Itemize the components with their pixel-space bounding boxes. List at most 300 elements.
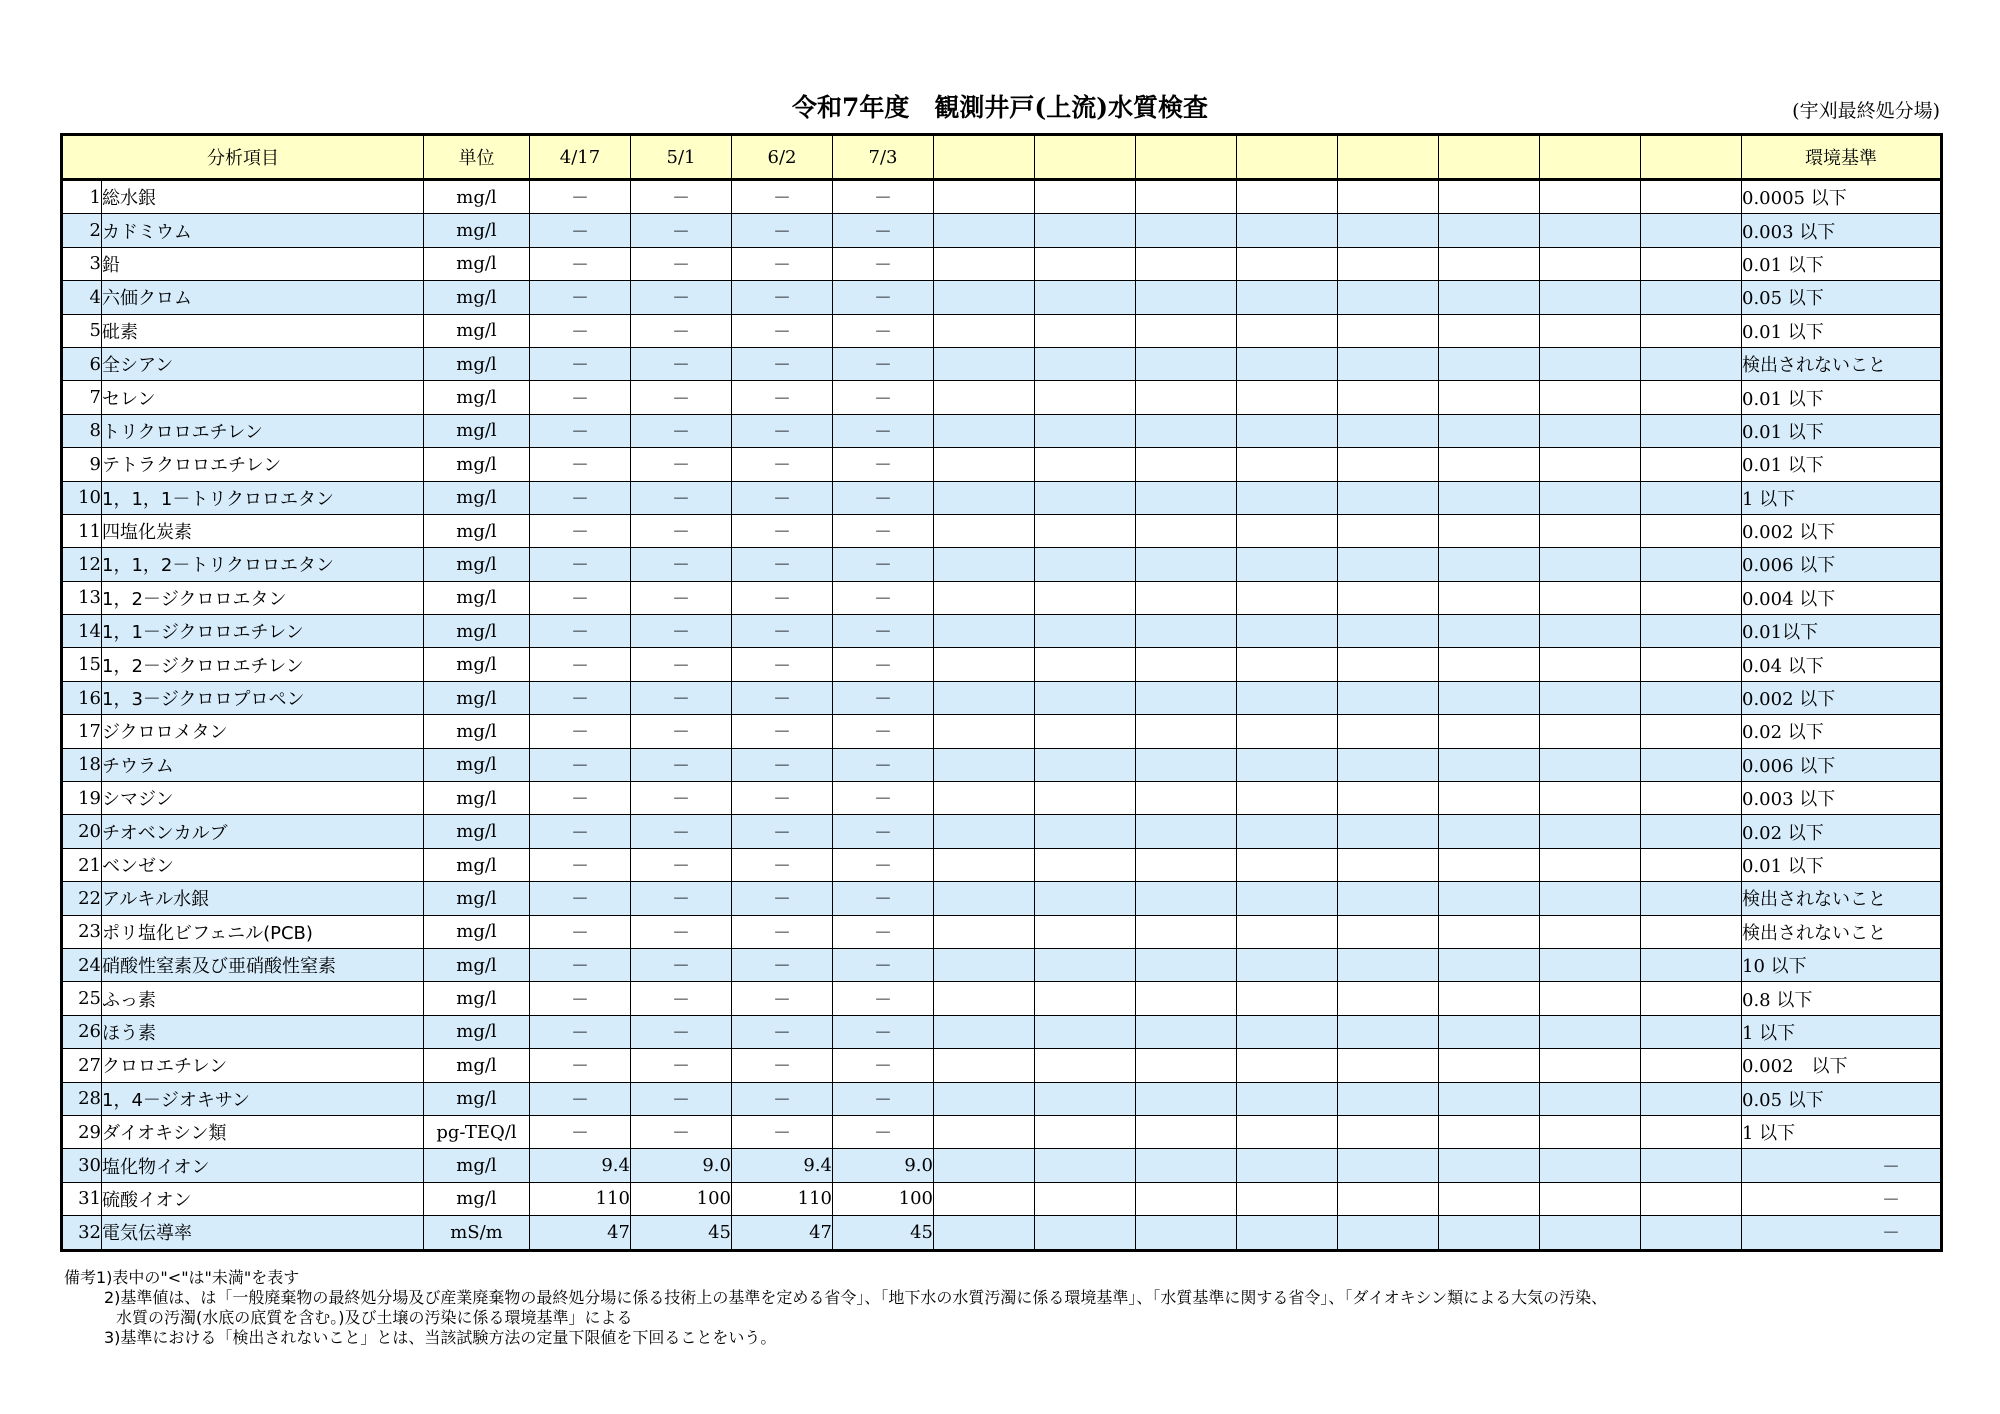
empty-cell [1035, 1115, 1136, 1148]
row-number: 19 [62, 782, 102, 815]
empty-cell [1035, 1082, 1136, 1115]
empty-cell [1641, 815, 1742, 848]
empty-cell [934, 681, 1035, 714]
empty-cell [1641, 1015, 1742, 1048]
table-row [62, 715, 1942, 748]
item-name: ベンゼン [102, 848, 424, 881]
value-cell: － [732, 915, 833, 948]
empty-cell [1540, 481, 1641, 514]
value-cell: － [732, 681, 833, 714]
row-number: 21 [62, 848, 102, 881]
standard-cell: 0.006 以下 [1742, 748, 1942, 781]
row-number: 15 [62, 648, 102, 681]
empty-cell [1641, 648, 1742, 681]
standard-cell: 1 以下 [1742, 1115, 1942, 1148]
value-cell: － [530, 948, 631, 981]
value-cell: 45 [833, 1216, 934, 1250]
unit-cell: mg/l [424, 882, 530, 915]
value-cell: 47 [530, 1216, 631, 1250]
standard-cell: 0.05 以下 [1742, 281, 1942, 314]
value-cell: － [732, 982, 833, 1015]
value-cell: － [732, 1082, 833, 1115]
empty-cell [1439, 648, 1540, 681]
empty-cell [1338, 681, 1439, 714]
unit-cell: mg/l [424, 1015, 530, 1048]
empty-cell [1540, 514, 1641, 547]
empty-cell [1439, 1149, 1540, 1182]
empty-cell [1338, 180, 1439, 214]
unit-cell: mg/l [424, 481, 530, 514]
row-number: 17 [62, 715, 102, 748]
empty-cell [1540, 314, 1641, 347]
empty-cell [934, 648, 1035, 681]
empty-cell [1439, 347, 1540, 380]
value-cell: － [833, 214, 934, 247]
table-row [62, 581, 1942, 614]
unit-cell: mg/l [424, 782, 530, 815]
value-cell: － [530, 381, 631, 414]
empty-cell [1237, 615, 1338, 648]
empty-cell [1035, 915, 1136, 948]
empty-cell [1035, 448, 1136, 481]
value-cell: 100 [631, 1182, 732, 1215]
empty-cell [1439, 1082, 1540, 1115]
empty-cell [1338, 615, 1439, 648]
empty-cell [1136, 982, 1237, 1015]
empty-cell [1237, 180, 1338, 214]
empty-cell [1338, 548, 1439, 581]
empty-cell [1540, 982, 1641, 1015]
table-row [62, 1149, 1942, 1182]
empty-cell [1035, 882, 1136, 915]
unit-cell: mg/l [424, 948, 530, 981]
empty-cell [1439, 615, 1540, 648]
empty-cell [1136, 281, 1237, 314]
item-name: 1，1，2－トリクロロエタン [102, 548, 424, 581]
empty-cell [1136, 815, 1237, 848]
empty-cell [1641, 214, 1742, 247]
value-cell: － [530, 882, 631, 915]
empty-cell [934, 514, 1035, 547]
value-cell: － [530, 448, 631, 481]
column-header-date [934, 135, 1035, 180]
value-cell: － [530, 548, 631, 581]
empty-cell [1136, 848, 1237, 881]
column-header-date [1439, 135, 1540, 180]
value-cell: － [833, 948, 934, 981]
value-cell: － [732, 448, 833, 481]
empty-cell [1035, 414, 1136, 447]
item-name: 全シアン [102, 347, 424, 380]
column-header-date [1237, 135, 1338, 180]
empty-cell [1035, 481, 1136, 514]
unit-cell: mg/l [424, 748, 530, 781]
value-cell: － [631, 648, 732, 681]
empty-cell [1237, 982, 1338, 1015]
row-number: 1 [62, 180, 102, 214]
empty-cell [1641, 848, 1742, 881]
empty-cell [934, 815, 1035, 848]
item-name: ほう素 [102, 1015, 424, 1048]
empty-cell [1540, 281, 1641, 314]
row-number: 31 [62, 1182, 102, 1215]
value-cell: － [732, 615, 833, 648]
page-title: 令和7年度 観測井戸(上流)水質検査 [791, 93, 1209, 122]
empty-cell [1035, 615, 1136, 648]
value-cell: － [530, 815, 631, 848]
value-cell: 9.0 [833, 1149, 934, 1182]
empty-cell [1136, 1115, 1237, 1148]
empty-cell [1338, 514, 1439, 547]
empty-cell [934, 481, 1035, 514]
item-name: アルキル水銀 [102, 882, 424, 915]
value-cell: － [631, 782, 732, 815]
empty-cell [1641, 948, 1742, 981]
row-number: 10 [62, 481, 102, 514]
site-name: (宇刈最終処分場) [1792, 100, 1940, 122]
empty-cell [1136, 448, 1237, 481]
item-name: 1，2－ジクロロエチレン [102, 648, 424, 681]
column-header-item: 分析項目 [62, 135, 424, 180]
column-header-date [1035, 135, 1136, 180]
empty-cell [1136, 1082, 1237, 1115]
value-cell: － [631, 381, 732, 414]
value-cell: － [530, 982, 631, 1015]
empty-cell [1237, 648, 1338, 681]
value-cell: － [631, 715, 732, 748]
unit-cell: mg/l [424, 1082, 530, 1115]
empty-cell [1237, 1015, 1338, 1048]
value-cell: － [530, 748, 631, 781]
empty-cell [1338, 247, 1439, 280]
empty-cell [1641, 514, 1742, 547]
empty-cell [1035, 347, 1136, 380]
empty-cell [934, 247, 1035, 280]
empty-cell [1540, 448, 1641, 481]
empty-cell [1439, 381, 1540, 414]
empty-cell [1439, 882, 1540, 915]
value-cell: － [530, 281, 631, 314]
standard-cell: 0.02 以下 [1742, 715, 1942, 748]
value-cell: － [631, 214, 732, 247]
item-name: ふっ素 [102, 982, 424, 1015]
empty-cell [1338, 848, 1439, 881]
table-row [62, 514, 1942, 547]
empty-cell [1338, 314, 1439, 347]
empty-cell [934, 748, 1035, 781]
empty-cell [1540, 1049, 1641, 1082]
empty-cell [1641, 1115, 1742, 1148]
row-number: 30 [62, 1149, 102, 1182]
empty-cell [1540, 715, 1641, 748]
value-cell: － [833, 615, 934, 648]
empty-cell [1035, 1015, 1136, 1048]
row-number: 18 [62, 748, 102, 781]
empty-cell [1136, 1182, 1237, 1215]
empty-cell [1035, 581, 1136, 614]
standard-cell: － [1742, 1216, 1942, 1250]
empty-cell [1035, 214, 1136, 247]
empty-cell [1136, 948, 1237, 981]
empty-cell [1540, 347, 1641, 380]
item-name: 総水銀 [102, 180, 424, 214]
empty-cell [1338, 815, 1439, 848]
value-cell: － [833, 414, 934, 447]
empty-cell [934, 882, 1035, 915]
standard-cell: 0.003 以下 [1742, 214, 1942, 247]
empty-cell [934, 948, 1035, 981]
empty-cell [1237, 882, 1338, 915]
empty-cell [1136, 314, 1237, 347]
unit-cell: mg/l [424, 314, 530, 347]
empty-cell [1641, 1082, 1742, 1115]
empty-cell [1035, 1149, 1136, 1182]
empty-cell [1035, 247, 1136, 280]
table-row [62, 848, 1942, 881]
item-name: トリクロロエチレン [102, 414, 424, 447]
empty-cell [1338, 214, 1439, 247]
unit-cell: mg/l [424, 281, 530, 314]
empty-cell [1237, 1149, 1338, 1182]
value-cell: － [732, 180, 833, 214]
empty-cell [1439, 514, 1540, 547]
value-cell: － [530, 681, 631, 714]
empty-cell [1439, 948, 1540, 981]
table-row [62, 247, 1942, 280]
row-number: 24 [62, 948, 102, 981]
item-name: クロロエチレン [102, 1049, 424, 1082]
empty-cell [1641, 1049, 1742, 1082]
value-cell: 47 [732, 1216, 833, 1250]
empty-cell [1338, 1216, 1439, 1250]
empty-cell [1237, 815, 1338, 848]
empty-cell [1439, 481, 1540, 514]
empty-cell [1237, 448, 1338, 481]
value-cell: － [833, 681, 934, 714]
standard-cell: 0.003 以下 [1742, 782, 1942, 815]
value-cell: － [631, 414, 732, 447]
table-row [62, 1182, 1942, 1215]
value-cell: － [732, 247, 833, 280]
empty-cell [1641, 414, 1742, 447]
standard-cell: 0.0005 以下 [1742, 180, 1942, 214]
empty-cell [934, 1049, 1035, 1082]
note-line: 水質の汚濁(水底の底質を含む。)及び土壌の汚染に係る環境基準」による [116, 1308, 633, 1327]
empty-cell [1338, 648, 1439, 681]
standard-cell: 0.002 以下 [1742, 514, 1942, 547]
value-cell: － [732, 481, 833, 514]
empty-cell [1136, 514, 1237, 547]
empty-cell [1641, 448, 1742, 481]
value-cell: － [530, 615, 631, 648]
empty-cell [1035, 281, 1136, 314]
empty-cell [1439, 1015, 1540, 1048]
value-cell: － [631, 615, 732, 648]
empty-cell [1641, 748, 1742, 781]
value-cell: 45 [631, 1216, 732, 1250]
value-cell: － [530, 1115, 631, 1148]
value-cell: － [833, 648, 934, 681]
empty-cell [1237, 381, 1338, 414]
value-cell: － [631, 581, 732, 614]
empty-cell [1540, 414, 1641, 447]
empty-cell [1641, 982, 1742, 1015]
column-header-unit: 単位 [424, 135, 530, 180]
value-cell: － [732, 414, 833, 447]
empty-cell [1540, 648, 1641, 681]
value-cell: － [530, 481, 631, 514]
empty-cell [1237, 915, 1338, 948]
value-cell: － [530, 214, 631, 247]
empty-cell [1641, 615, 1742, 648]
empty-cell [1540, 581, 1641, 614]
empty-cell [1540, 848, 1641, 881]
value-cell: 110 [530, 1182, 631, 1215]
empty-cell [1338, 581, 1439, 614]
row-number: 23 [62, 915, 102, 948]
empty-cell [934, 180, 1035, 214]
value-cell: － [530, 848, 631, 881]
item-name: ポリ塩化ビフェニル(PCB) [102, 915, 424, 948]
row-number: 11 [62, 514, 102, 547]
standard-cell: 1 以下 [1742, 1015, 1942, 1048]
item-name: 1，3－ジクロロプロペン [102, 681, 424, 714]
empty-cell [1136, 180, 1237, 214]
unit-cell: mg/l [424, 815, 530, 848]
empty-cell [1439, 815, 1540, 848]
note-line: 2)基準値は、は「一般廃棄物の最終処分場及び産業廃棄物の最終処分場に係る技術上の基準を定める省令」、「地下水の水質汚濁に係る環境基準」、「水質基準に関する省令」、「ダイオキシン類による大気の汚染、 [104, 1288, 1608, 1307]
standard-cell: 0.01 以下 [1742, 314, 1942, 347]
value-cell: － [530, 414, 631, 447]
empty-cell [1641, 281, 1742, 314]
unit-cell: mS/m [424, 1216, 530, 1250]
empty-cell [1136, 782, 1237, 815]
empty-cell [1439, 915, 1540, 948]
value-cell: － [732, 581, 833, 614]
value-cell: － [833, 815, 934, 848]
empty-cell [1338, 915, 1439, 948]
item-name: チオベンカルブ [102, 815, 424, 848]
table-row [62, 681, 1942, 714]
value-cell: － [631, 748, 732, 781]
item-name: 四塩化炭素 [102, 514, 424, 547]
unit-cell: mg/l [424, 214, 530, 247]
empty-cell [1136, 1015, 1237, 1048]
value-cell: 9.0 [631, 1149, 732, 1182]
empty-cell [1035, 815, 1136, 848]
table-row [62, 1015, 1942, 1048]
unit-cell: mg/l [424, 848, 530, 881]
value-cell: － [732, 882, 833, 915]
table-row [62, 915, 1942, 948]
row-number: 22 [62, 882, 102, 915]
empty-cell [1035, 514, 1136, 547]
standard-cell: 0.8 以下 [1742, 982, 1942, 1015]
column-header-date [1641, 135, 1742, 180]
value-cell: － [732, 281, 833, 314]
header-row [62, 135, 1942, 180]
empty-cell [934, 381, 1035, 414]
unit-cell: mg/l [424, 1149, 530, 1182]
empty-cell [1641, 180, 1742, 214]
empty-cell [1035, 381, 1136, 414]
table-row [62, 548, 1942, 581]
column-header-standard: 環境基準 [1742, 135, 1942, 180]
empty-cell [1540, 1115, 1641, 1148]
unit-cell: mg/l [424, 414, 530, 447]
empty-cell [1136, 748, 1237, 781]
empty-cell [1641, 481, 1742, 514]
empty-cell [1136, 615, 1237, 648]
empty-cell [934, 347, 1035, 380]
unit-cell: mg/l [424, 915, 530, 948]
empty-cell [1641, 882, 1742, 915]
row-number: 3 [62, 247, 102, 280]
empty-cell [1641, 1216, 1742, 1250]
empty-cell [1439, 414, 1540, 447]
empty-cell [1237, 414, 1338, 447]
empty-cell [1641, 915, 1742, 948]
standard-cell: 検出されないこと [1742, 915, 1942, 948]
standard-cell: 0.002 以下 [1742, 681, 1942, 714]
empty-cell [1439, 1182, 1540, 1215]
table-row [62, 982, 1942, 1015]
value-cell: － [530, 1049, 631, 1082]
empty-cell [1237, 848, 1338, 881]
value-cell: － [833, 514, 934, 547]
value-cell: － [631, 548, 732, 581]
value-cell: － [732, 648, 833, 681]
empty-cell [1136, 1216, 1237, 1250]
value-cell: － [530, 581, 631, 614]
empty-cell [1439, 548, 1540, 581]
value-cell: － [631, 514, 732, 547]
empty-cell [1641, 1149, 1742, 1182]
water-quality-table [60, 133, 1943, 1252]
empty-cell [1338, 982, 1439, 1015]
value-cell: － [833, 448, 934, 481]
table-row [62, 1115, 1942, 1148]
empty-cell [1237, 1216, 1338, 1250]
unit-cell: mg/l [424, 548, 530, 581]
value-cell: － [833, 548, 934, 581]
table-row [62, 180, 1942, 214]
unit-cell: mg/l [424, 615, 530, 648]
standard-cell: 0.01 以下 [1742, 381, 1942, 414]
row-number: 28 [62, 1082, 102, 1115]
empty-cell [1439, 748, 1540, 781]
standard-cell: 0.006 以下 [1742, 548, 1942, 581]
value-cell: － [732, 347, 833, 380]
empty-cell [1035, 314, 1136, 347]
item-name: テトラクロロエチレン [102, 448, 424, 481]
empty-cell [1439, 180, 1540, 214]
empty-cell [1540, 915, 1641, 948]
empty-cell [1439, 247, 1540, 280]
empty-cell [1237, 748, 1338, 781]
empty-cell [1136, 681, 1237, 714]
empty-cell [1136, 381, 1237, 414]
table-row [62, 448, 1942, 481]
value-cell: － [833, 347, 934, 380]
empty-cell [1338, 1082, 1439, 1115]
empty-cell [1540, 1015, 1641, 1048]
unit-cell: mg/l [424, 581, 530, 614]
value-cell: － [631, 1082, 732, 1115]
item-name: 1，1－ジクロロエチレン [102, 615, 424, 648]
unit-cell: mg/l [424, 347, 530, 380]
unit-cell: mg/l [424, 180, 530, 214]
